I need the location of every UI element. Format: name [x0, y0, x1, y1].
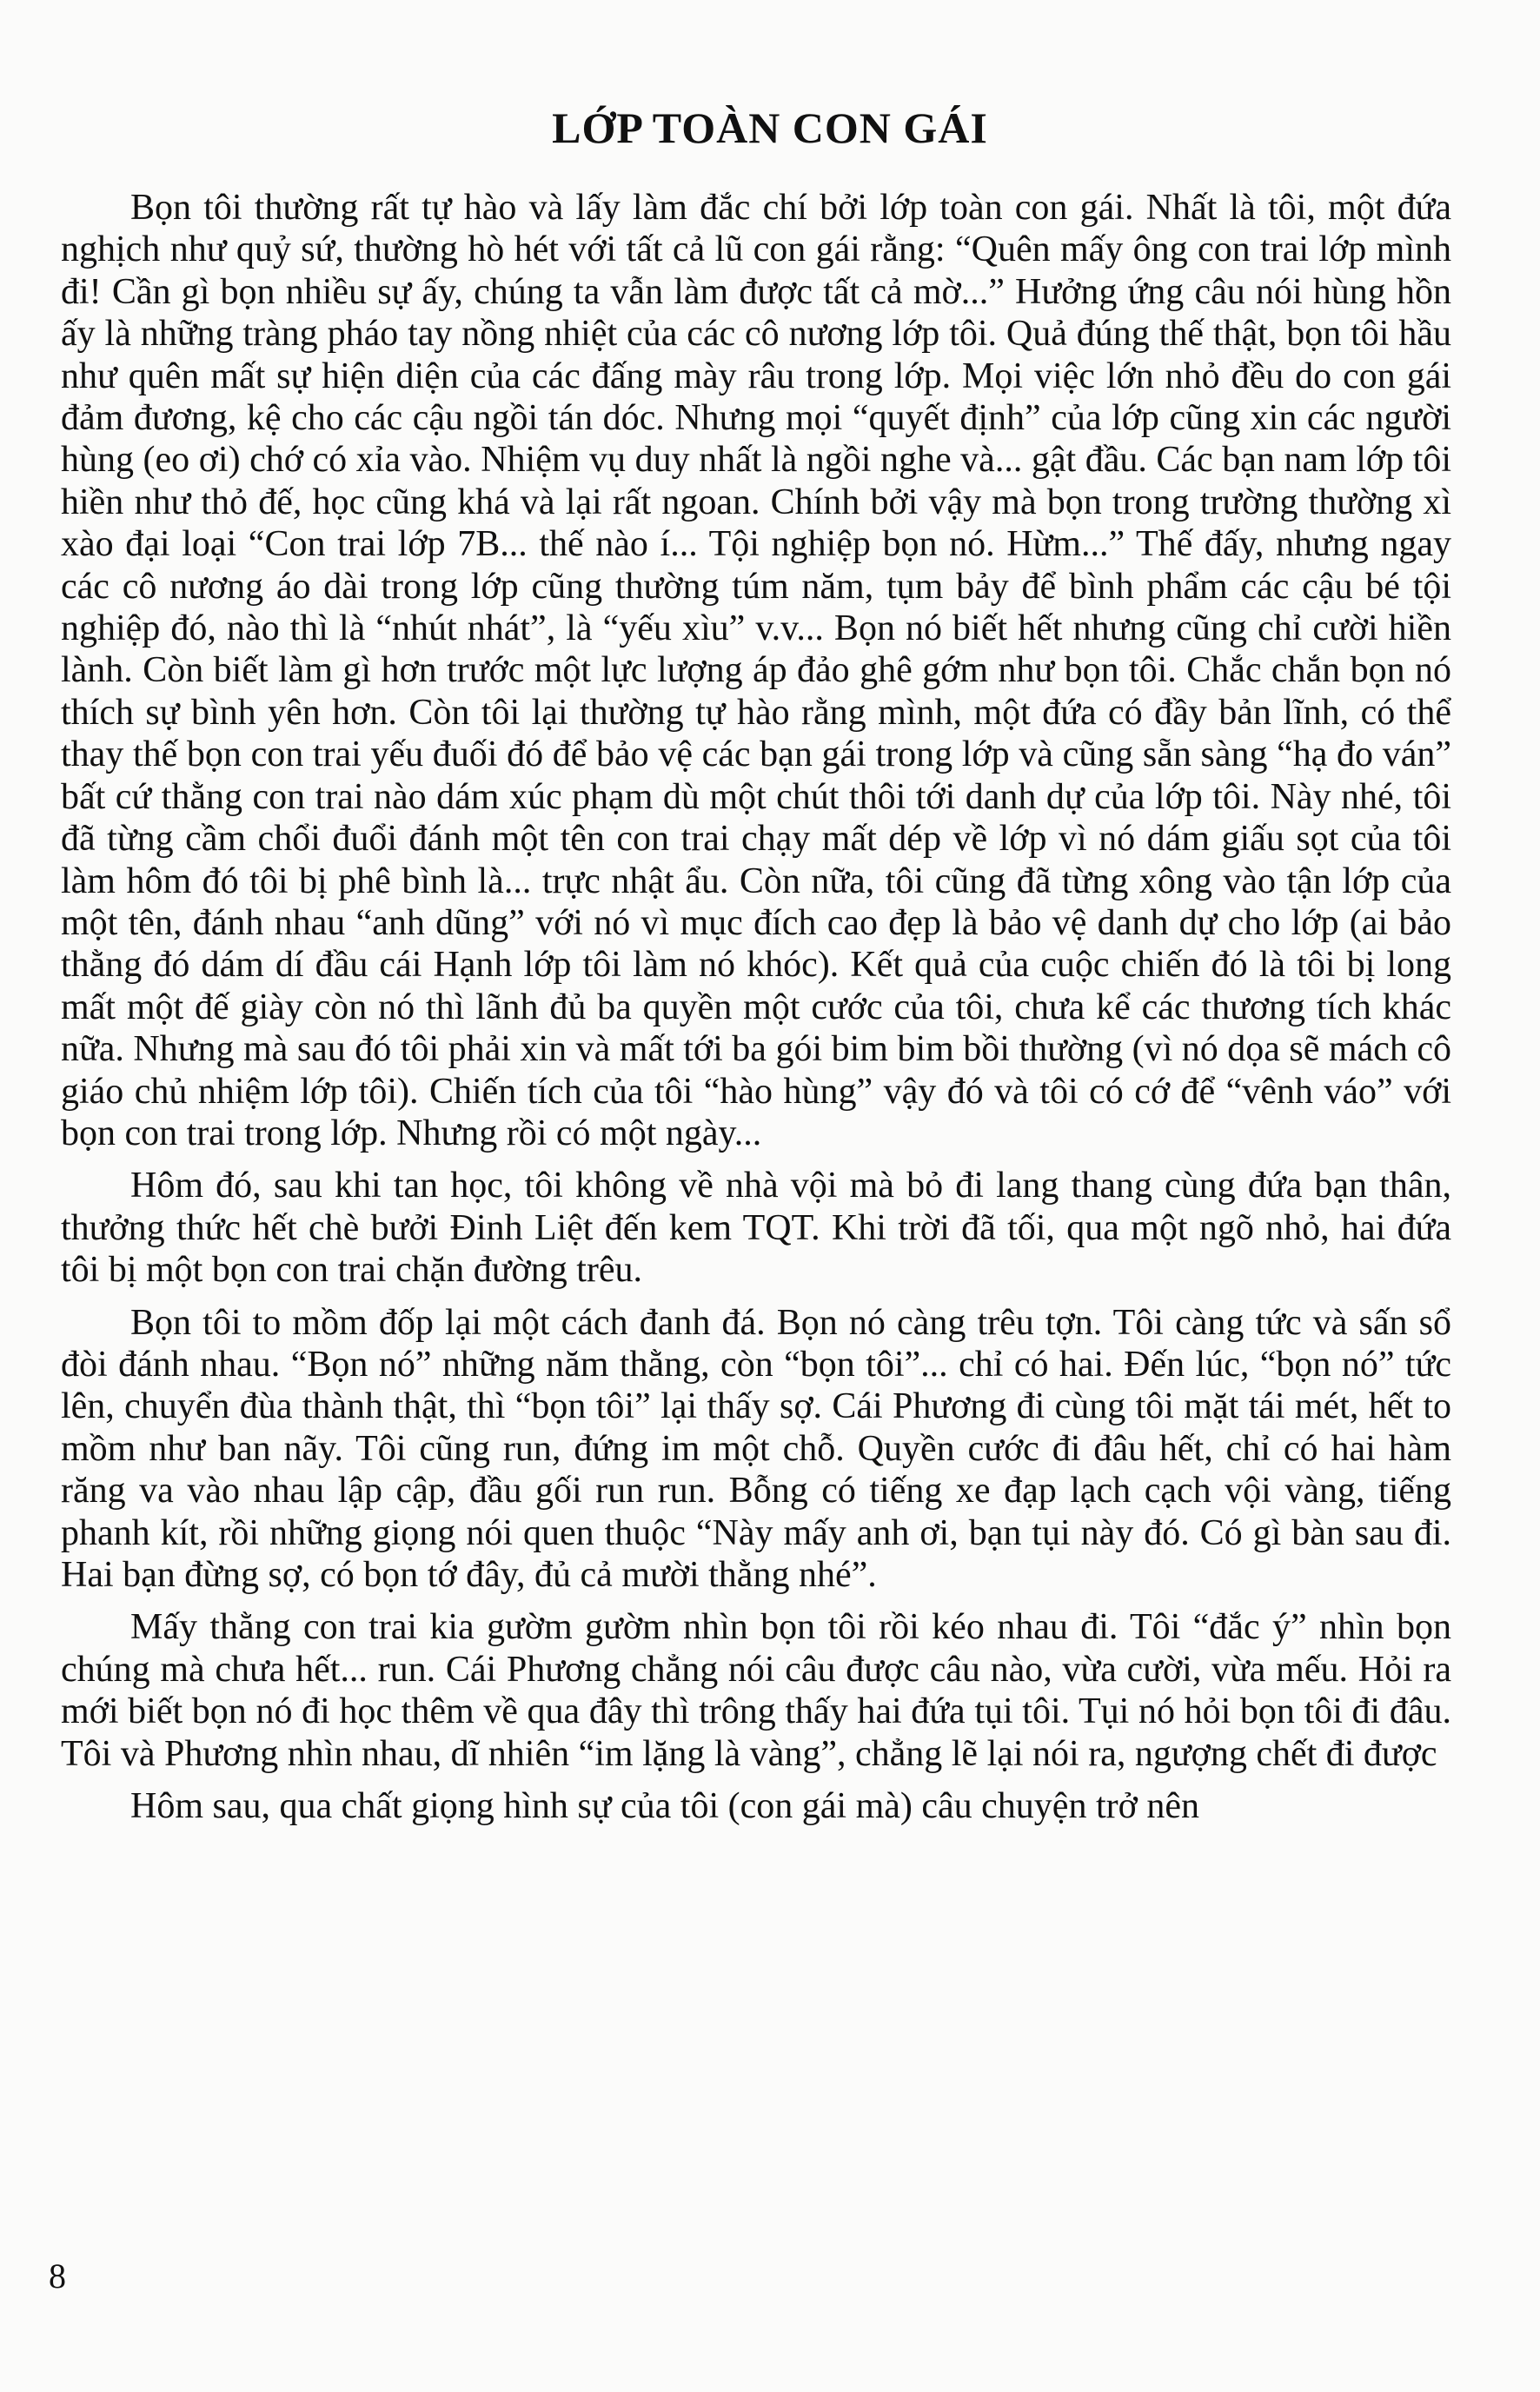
paragraph: Bọn tôi to mồm đốp lại một cách đanh đá. Bọn nó càng trêu tợn. Tôi càng tức và sấn sổ đòi đánh nhau. “Bọn nó” những năm thằng, còn “bọn tôi”... chỉ có hai. Đến lúc, “bọn nó” tức lên, chuyển đùa thành thật, thì “bọn tôi” lại thấy sợ. Cái Phương đi cùng tôi mặt tái mét, hết to mồm như ban nãy. Tôi cũng run, đứng im một chỗ. Quyền cước đi đâu hết, chỉ có hai hàm răng va vào nhau lập cập, đầu gối run run. Bỗng có tiếng xe đạp lạch cạch vội vàng, tiếng phanh kít, rồi những giọng nói quen thuộc “Này mấy anh ơi, bạn tụi này đó. Có gì bàn sau đi. Hai bạn đừng sợ, có bọn tớ đây, đủ cả mười thằng nhé”.	[61, 1302, 1451, 1595]
page-number: 8	[49, 2256, 66, 2296]
paragraph: Bọn tôi thường rất tự hào và lấy làm đắc chí bởi lớp toàn con gái. Nhất là tôi, một đứa nghịch như quỷ sứ, thường hò hét với tất cả lũ con gái rằng: “Quên mấy ông con trai lớp mình đi! Cần gì bọn nhiều sự ấy, chúng ta vẫn làm được tất cả mờ...” Hưởng ứng câu nói hùng hồn ấy là những tràng pháo tay nồng nhiệt của các cô nương lớp tôi. Quả đúng thế thật, bọn tôi hầu như quên mất sự hiện diện của các đấng mày râu trong lớp. Mọi việc lớn nhỏ đều do con gái đảm đương, kệ cho các cậu ngồi tán dóc. Nhưng mọi “quyết định” của lớp cũng xin các người hùng (eo ơi) chớ có xỉa vào. Nhiệm vụ duy nhất là ngồi nghe và... gật đầu. Các bạn nam lớp tôi hiền như thỏ đế, học cũng khá và lại rất ngoan. Chính bởi vậy mà bọn trong trường thường xì xào đại loại “Con trai lớp 7B... thế nào í... Tội nghiệp bọn nó. Hừm...” Thế đấy, nhưng ngay các cô nương áo dài trong lớp cũng thường túm năm, tụm bảy để bình phẩm các cậu bé tội nghiệp đó, nào thì là “nhút nhát”, là “yếu xìu” v.v... Bọn nó biết hết nhưng cũng chỉ cười hiền lành. Còn biết làm gì hơn trước một lực lượng áp đảo ghê gớm như bọn tôi. Chắc chắn bọn nó thích sự bình yên hơn. Còn tôi lại thường tự hào rằng mình, một đứa có đầy bản lĩnh, có thể thay thế bọn con trai yếu đuối đó để bảo vệ các bạn gái trong lớp và cũng sẵn sàng “hạ đo ván” bất cứ thằng con trai nào dám xúc phạm dù một chút thôi tới danh dự của lớp tôi. Này nhé, tôi đã từng cầm chổi đuổi đánh một tên con trai chạy mất dép về lớp vì nó dám giấu sọt của tôi làm hôm đó tôi bị phê bình là... trực nhật ẩu. Còn nữa, tôi cũng đã từng xông vào tận lớp của một tên, đánh nhau “anh dũng” với nó vì mục đích cao đẹp là bảo vệ danh dự cho lớp (ai bảo thằng đó dám dí đầu cái Hạnh lớp tôi làm nó khóc). Kết quả của cuộc chiến đó là tôi bị long mất một đế giày còn nó thì lãnh đủ ba quyền một cước của tôi, chưa kể các thương tích khác nữa. Nhưng mà sau đó tôi phải xin và mất tới ba gói bim bim bồi thường (vì nó dọa sẽ mách cô giáo chủ nhiệm lớp tôi). Chiến tích của tôi “hào hùng” vậy đó và tôi có cớ để “vênh váo” với bọn con trai trong lớp. Nhưng rồi có một ngày...	[61, 188, 1451, 1153]
paragraph: Hôm sau, qua chất giọng hình sự của tôi (con gái mà) câu chuyện trở nên	[130, 1786, 1199, 1827]
chapter-title: LỚP TOÀN CON GÁI	[552, 103, 988, 152]
paragraph: Mấy thằng con trai kia gườm gườm nhìn bọn tôi rồi kéo nhau đi. Tôi “đắc ý” nhìn bọn chúng mà chưa hết... run. Cái Phương chẳng nói câu được câu nào, vừa cười, vừa mếu. Hỏi ra mới biết bọn nó đi học thêm về qua đây thì trông thấy hai đứa tụi tôi. Tụi nó hỏi bọn tôi đi đâu. Tôi và Phương nhìn nhau, dĩ nhiên “im lặng là vàng”, chẳng lẽ lại nói ra, ngượng chết đi được	[61, 1607, 1451, 1774]
body-text	[61, 187, 1451, 1837]
paragraph: Hôm đó, sau khi tan học, tôi không về nhà vội mà bỏ đi lang thang cùng đứa bạn thân, thưởng thức hết chè bưởi Đinh Liệt đến kem TQT. Khi trời đã tối, qua một ngõ nhỏ, hai đứa tôi bị một bọn con trai chặn đường trêu.	[61, 1166, 1451, 1291]
